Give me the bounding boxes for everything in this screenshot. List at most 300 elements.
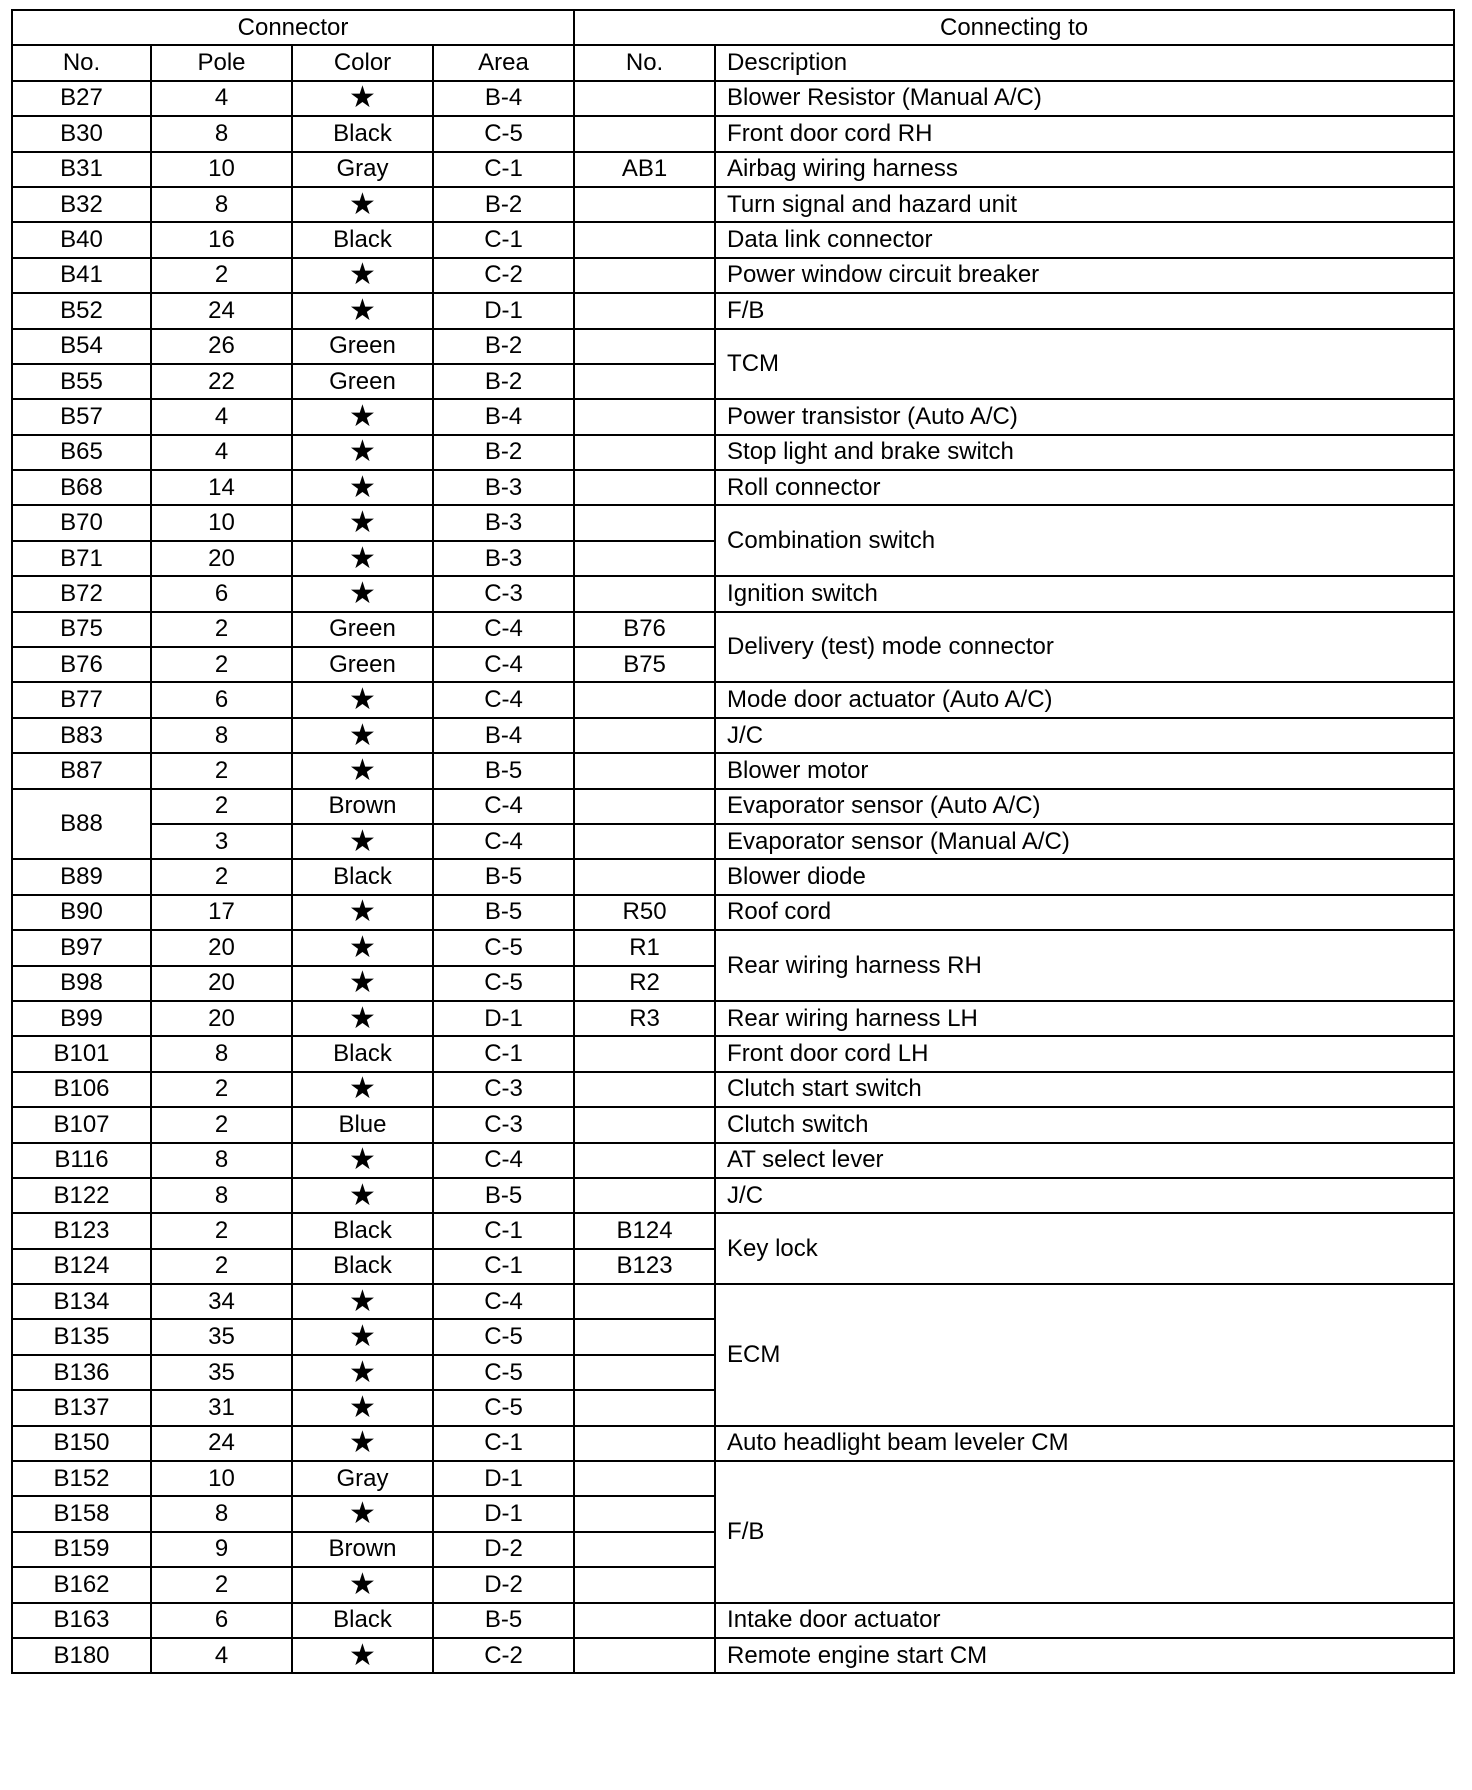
description-cell: Data link connector xyxy=(715,222,1454,257)
connecting-no-cell: R50 xyxy=(574,895,715,930)
pole-cell: 2 xyxy=(151,753,292,788)
connector-no-cell: B122 xyxy=(12,1178,151,1213)
table-row xyxy=(12,1178,1454,1213)
color-cell: Brown xyxy=(292,1532,433,1567)
area-cell: D-1 xyxy=(433,293,574,328)
area-cell: C-2 xyxy=(433,258,574,293)
area-cell: B-5 xyxy=(433,753,574,788)
color-star-icon: ★ xyxy=(292,1567,433,1602)
connector-no-cell: B107 xyxy=(12,1107,151,1142)
color-star-icon: ★ xyxy=(292,1390,433,1425)
description-cell: Key lock xyxy=(715,1213,1454,1284)
color-column-header: Color xyxy=(292,45,433,80)
pole-cell: 6 xyxy=(151,576,292,611)
description-cell: Blower Resistor (Manual A/C) xyxy=(715,81,1454,116)
pole-cell: 8 xyxy=(151,1036,292,1071)
description-cell: TCM xyxy=(715,329,1454,400)
table-row xyxy=(12,258,1454,293)
area-cell: C-4 xyxy=(433,1284,574,1319)
color-cell: Black xyxy=(292,859,433,894)
description-cell: F/B xyxy=(715,1461,1454,1603)
pole-cell: 2 xyxy=(151,1249,292,1284)
table-row xyxy=(12,753,1454,788)
pole-cell: 4 xyxy=(151,1638,292,1673)
connecting-no-cell xyxy=(574,222,715,257)
column-header-row xyxy=(12,45,1454,80)
connector-no-cell: B89 xyxy=(12,859,151,894)
connector-no-cell: B40 xyxy=(12,222,151,257)
color-star-icon: ★ xyxy=(292,1426,433,1461)
color-star-icon: ★ xyxy=(292,1178,433,1213)
table-row xyxy=(12,1461,1454,1496)
table-row xyxy=(12,222,1454,257)
connector-no-cell: B101 xyxy=(12,1036,151,1071)
area-cell: B-3 xyxy=(433,505,574,540)
description-cell: J/C xyxy=(715,718,1454,753)
connecting-no-cell: B76 xyxy=(574,612,715,647)
color-cell: Black xyxy=(292,1249,433,1284)
connector-no-cell: B52 xyxy=(12,293,151,328)
connector-no-cell: B136 xyxy=(12,1355,151,1390)
area-cell: B-3 xyxy=(433,541,574,576)
connecting-no-cell: R3 xyxy=(574,1001,715,1036)
description-cell: Auto headlight beam leveler CM xyxy=(715,1426,1454,1461)
color-cell: Green xyxy=(292,612,433,647)
description-cell: Front door cord LH xyxy=(715,1036,1454,1071)
table-row xyxy=(12,116,1454,151)
connecting-to-group-header: Connecting to xyxy=(574,10,1454,45)
table-row xyxy=(12,1426,1454,1461)
pole-cell: 2 xyxy=(151,1107,292,1142)
connector-no-cell: B162 xyxy=(12,1567,151,1602)
table-row xyxy=(12,859,1454,894)
description-cell: Power transistor (Auto A/C) xyxy=(715,399,1454,434)
description-cell: F/B xyxy=(715,293,1454,328)
connecting-no-cell: AB1 xyxy=(574,152,715,187)
connecting-no-cell xyxy=(574,329,715,364)
connecting-no-cell xyxy=(574,682,715,717)
pole-cell: 2 xyxy=(151,859,292,894)
connector-no-cell: B65 xyxy=(12,435,151,470)
color-star-icon: ★ xyxy=(292,293,433,328)
area-cell: B-5 xyxy=(433,895,574,930)
pole-cell: 20 xyxy=(151,541,292,576)
table-row xyxy=(12,1143,1454,1178)
color-star-icon: ★ xyxy=(292,470,433,505)
pole-column-header: Pole xyxy=(151,45,292,80)
color-star-icon: ★ xyxy=(292,1072,433,1107)
connecting-no-cell: R2 xyxy=(574,966,715,1001)
connector-no-cell: B55 xyxy=(12,364,151,399)
connecting-no-cell xyxy=(574,753,715,788)
pole-cell: 6 xyxy=(151,1603,292,1638)
pole-cell: 8 xyxy=(151,187,292,222)
description-cell: Airbag wiring harness xyxy=(715,152,1454,187)
connecting-no-column-header: No. xyxy=(574,45,715,80)
pole-cell: 8 xyxy=(151,1143,292,1178)
connecting-no-cell xyxy=(574,1143,715,1178)
area-cell: D-1 xyxy=(433,1496,574,1531)
connecting-no-cell: B123 xyxy=(574,1249,715,1284)
color-star-icon: ★ xyxy=(292,187,433,222)
color-cell: Black xyxy=(292,116,433,151)
table-row xyxy=(12,187,1454,222)
description-cell: Delivery (test) mode connector xyxy=(715,612,1454,683)
area-cell: C-5 xyxy=(433,1390,574,1425)
area-cell: C-4 xyxy=(433,824,574,859)
connecting-no-cell xyxy=(574,1284,715,1319)
pole-cell: 4 xyxy=(151,399,292,434)
table-row xyxy=(12,1107,1454,1142)
area-cell: C-3 xyxy=(433,576,574,611)
pole-cell: 17 xyxy=(151,895,292,930)
connector-no-cell: B106 xyxy=(12,1072,151,1107)
table-row xyxy=(12,1072,1454,1107)
pole-cell: 14 xyxy=(151,470,292,505)
connector-no-cell: B163 xyxy=(12,1603,151,1638)
area-cell: C-1 xyxy=(433,1213,574,1248)
pole-cell: 2 xyxy=(151,647,292,682)
area-cell: C-5 xyxy=(433,116,574,151)
area-cell: D-2 xyxy=(433,1532,574,1567)
color-cell: Black xyxy=(292,1603,433,1638)
connecting-no-cell xyxy=(574,1461,715,1496)
connecting-no-cell xyxy=(574,1072,715,1107)
description-cell: Power window circuit breaker xyxy=(715,258,1454,293)
connecting-no-cell xyxy=(574,505,715,540)
description-cell: Turn signal and hazard unit xyxy=(715,187,1454,222)
area-cell: C-4 xyxy=(433,682,574,717)
connector-no-cell: B27 xyxy=(12,81,151,116)
pole-cell: 2 xyxy=(151,1567,292,1602)
area-cell: C-1 xyxy=(433,1036,574,1071)
color-star-icon: ★ xyxy=(292,682,433,717)
connector-no-cell: B159 xyxy=(12,1532,151,1567)
color-star-icon: ★ xyxy=(292,1496,433,1531)
area-cell: B-2 xyxy=(433,435,574,470)
pole-cell: 20 xyxy=(151,966,292,1001)
area-cell: B-5 xyxy=(433,859,574,894)
table-row xyxy=(12,81,1454,116)
description-cell: Clutch switch xyxy=(715,1107,1454,1142)
connecting-no-cell xyxy=(574,824,715,859)
area-cell: B-5 xyxy=(433,1603,574,1638)
color-star-icon: ★ xyxy=(292,1001,433,1036)
connector-no-cell: B87 xyxy=(12,753,151,788)
area-cell: B-4 xyxy=(433,81,574,116)
connecting-no-cell: B75 xyxy=(574,647,715,682)
connecting-no-cell xyxy=(574,1603,715,1638)
area-cell: C-4 xyxy=(433,647,574,682)
pole-cell: 3 xyxy=(151,824,292,859)
color-star-icon: ★ xyxy=(292,435,433,470)
area-cell: D-2 xyxy=(433,1567,574,1602)
table-row xyxy=(12,718,1454,753)
color-cell: Green xyxy=(292,364,433,399)
description-cell: Evaporator sensor (Auto A/C) xyxy=(715,789,1454,824)
connecting-no-cell xyxy=(574,1532,715,1567)
connector-group-header: Connector xyxy=(12,10,574,45)
area-cell: C-3 xyxy=(433,1072,574,1107)
group-header-row xyxy=(12,10,1454,45)
color-star-icon: ★ xyxy=(292,1355,433,1390)
pole-cell: 26 xyxy=(151,329,292,364)
connector-no-cell: B30 xyxy=(12,116,151,151)
table-row xyxy=(12,682,1454,717)
connector-no-cell: B76 xyxy=(12,647,151,682)
connecting-no-cell xyxy=(574,1638,715,1673)
area-cell: C-4 xyxy=(433,789,574,824)
connector-no-cell: B158 xyxy=(12,1496,151,1531)
area-cell: C-5 xyxy=(433,930,574,965)
description-cell: Front door cord RH xyxy=(715,116,1454,151)
pole-cell: 9 xyxy=(151,1532,292,1567)
connector-no-cell: B98 xyxy=(12,966,151,1001)
connecting-no-cell xyxy=(574,1390,715,1425)
pole-cell: 8 xyxy=(151,1496,292,1531)
color-star-icon: ★ xyxy=(292,399,433,434)
area-cell: C-3 xyxy=(433,1107,574,1142)
connecting-no-cell xyxy=(574,470,715,505)
connecting-no-cell xyxy=(574,187,715,222)
table-row xyxy=(12,293,1454,328)
color-cell: Black xyxy=(292,1213,433,1248)
connecting-no-cell: R1 xyxy=(574,930,715,965)
connector-no-cell: B70 xyxy=(12,505,151,540)
pole-cell: 10 xyxy=(151,505,292,540)
color-star-icon: ★ xyxy=(292,718,433,753)
pole-cell: 16 xyxy=(151,222,292,257)
connector-no-cell: B77 xyxy=(12,682,151,717)
connector-no-cell: B31 xyxy=(12,152,151,187)
pole-cell: 10 xyxy=(151,152,292,187)
color-star-icon: ★ xyxy=(292,1284,433,1319)
pole-cell: 8 xyxy=(151,116,292,151)
area-cell: C-1 xyxy=(433,152,574,187)
color-star-icon: ★ xyxy=(292,1143,433,1178)
pole-cell: 22 xyxy=(151,364,292,399)
pole-cell: 6 xyxy=(151,682,292,717)
color-cell: Green xyxy=(292,329,433,364)
connector-no-cell: B75 xyxy=(12,612,151,647)
connecting-no-cell xyxy=(574,1107,715,1142)
color-cell: Blue xyxy=(292,1107,433,1142)
pole-cell: 20 xyxy=(151,1001,292,1036)
connector-no-cell: B54 xyxy=(12,329,151,364)
no-column-header: No. xyxy=(12,45,151,80)
description-cell: AT select lever xyxy=(715,1143,1454,1178)
table-row xyxy=(12,1603,1454,1638)
pole-cell: 2 xyxy=(151,258,292,293)
color-star-icon: ★ xyxy=(292,753,433,788)
connecting-no-cell xyxy=(574,258,715,293)
pole-cell: 20 xyxy=(151,930,292,965)
color-star-icon: ★ xyxy=(292,258,433,293)
connector-no-cell: B137 xyxy=(12,1390,151,1425)
connecting-no-cell xyxy=(574,1426,715,1461)
description-cell: Rear wiring harness RH xyxy=(715,930,1454,1001)
description-cell: Evaporator sensor (Manual A/C) xyxy=(715,824,1454,859)
table-row xyxy=(12,470,1454,505)
description-cell: ECM xyxy=(715,1284,1454,1426)
connector-no-cell: B83 xyxy=(12,718,151,753)
connector-no-cell: B150 xyxy=(12,1426,151,1461)
pole-cell: 4 xyxy=(151,81,292,116)
connector-no-cell: B32 xyxy=(12,187,151,222)
color-star-icon: ★ xyxy=(292,505,433,540)
table-body xyxy=(12,81,1454,1674)
color-star-icon: ★ xyxy=(292,1319,433,1354)
color-star-icon: ★ xyxy=(292,930,433,965)
connector-table xyxy=(11,9,1455,1674)
connecting-no-cell xyxy=(574,859,715,894)
connector-no-cell: B97 xyxy=(12,930,151,965)
pole-cell: 4 xyxy=(151,435,292,470)
area-cell: B-3 xyxy=(433,470,574,505)
connecting-no-cell xyxy=(574,293,715,328)
area-cell: B-2 xyxy=(433,187,574,222)
table-row xyxy=(12,576,1454,611)
connecting-no-cell xyxy=(574,541,715,576)
pole-cell: 35 xyxy=(151,1319,292,1354)
area-cell: C-5 xyxy=(433,1319,574,1354)
connector-no-cell: B57 xyxy=(12,399,151,434)
area-cell: C-4 xyxy=(433,1143,574,1178)
connecting-no-cell xyxy=(574,435,715,470)
description-cell: Blower motor xyxy=(715,753,1454,788)
connecting-no-cell xyxy=(574,576,715,611)
connector-no-cell: B90 xyxy=(12,895,151,930)
connecting-no-cell xyxy=(574,1567,715,1602)
pole-cell: 8 xyxy=(151,718,292,753)
color-cell: Green xyxy=(292,647,433,682)
table-row xyxy=(12,1638,1454,1673)
table-row xyxy=(12,1284,1454,1319)
description-cell: Ignition switch xyxy=(715,576,1454,611)
connector-no-cell: B152 xyxy=(12,1461,151,1496)
table-row xyxy=(12,895,1454,930)
description-cell: J/C xyxy=(715,1178,1454,1213)
area-cell: B-2 xyxy=(433,329,574,364)
connecting-no-cell xyxy=(574,81,715,116)
area-cell: C-5 xyxy=(433,1355,574,1390)
description-cell: Intake door actuator xyxy=(715,1603,1454,1638)
connector-no-cell: B68 xyxy=(12,470,151,505)
description-cell: Stop light and brake switch xyxy=(715,435,1454,470)
area-cell: C-5 xyxy=(433,966,574,1001)
connector-no-cell: B88 xyxy=(12,789,151,860)
table-row xyxy=(12,399,1454,434)
connector-no-cell: B123 xyxy=(12,1213,151,1248)
pole-cell: 34 xyxy=(151,1284,292,1319)
table-row xyxy=(12,789,1454,824)
color-star-icon: ★ xyxy=(292,895,433,930)
table-row xyxy=(12,930,1454,965)
table-row xyxy=(12,329,1454,364)
connector-no-cell: B135 xyxy=(12,1319,151,1354)
connector-no-cell: B180 xyxy=(12,1638,151,1673)
area-cell: B-4 xyxy=(433,399,574,434)
connecting-no-cell xyxy=(574,789,715,824)
description-cell: Mode door actuator (Auto A/C) xyxy=(715,682,1454,717)
color-cell: Gray xyxy=(292,1461,433,1496)
table-row xyxy=(12,435,1454,470)
description-cell: Roof cord xyxy=(715,895,1454,930)
description-cell: Combination switch xyxy=(715,505,1454,576)
description-cell: Clutch start switch xyxy=(715,1072,1454,1107)
color-star-icon: ★ xyxy=(292,576,433,611)
pole-cell: 10 xyxy=(151,1461,292,1496)
connecting-no-cell xyxy=(574,718,715,753)
area-cell: C-1 xyxy=(433,222,574,257)
area-cell: C-4 xyxy=(433,612,574,647)
color-star-icon: ★ xyxy=(292,1638,433,1673)
connecting-no-cell xyxy=(574,1496,715,1531)
area-cell: D-1 xyxy=(433,1461,574,1496)
area-cell: B-5 xyxy=(433,1178,574,1213)
connector-no-cell: B134 xyxy=(12,1284,151,1319)
color-cell: Brown xyxy=(292,789,433,824)
pole-cell: 35 xyxy=(151,1355,292,1390)
pole-cell: 2 xyxy=(151,1072,292,1107)
connecting-no-cell xyxy=(574,364,715,399)
connecting-no-cell xyxy=(574,399,715,434)
connecting-no-cell xyxy=(574,1036,715,1071)
area-cell: D-1 xyxy=(433,1001,574,1036)
table-row xyxy=(12,1001,1454,1036)
color-star-icon: ★ xyxy=(292,81,433,116)
connector-no-cell: B116 xyxy=(12,1143,151,1178)
connecting-no-cell xyxy=(574,116,715,151)
table-row xyxy=(12,1213,1454,1248)
table-row xyxy=(12,824,1454,859)
connector-no-cell: B72 xyxy=(12,576,151,611)
color-star-icon: ★ xyxy=(292,966,433,1001)
table-row xyxy=(12,1036,1454,1071)
area-cell: B-2 xyxy=(433,364,574,399)
pole-cell: 2 xyxy=(151,789,292,824)
table-row xyxy=(12,612,1454,647)
area-cell: C-2 xyxy=(433,1638,574,1673)
pole-cell: 2 xyxy=(151,612,292,647)
table-row xyxy=(12,152,1454,187)
connector-no-cell: B71 xyxy=(12,541,151,576)
area-cell: C-1 xyxy=(433,1249,574,1284)
description-cell: Roll connector xyxy=(715,470,1454,505)
color-cell: Black xyxy=(292,222,433,257)
connecting-no-cell: B124 xyxy=(574,1213,715,1248)
table-row xyxy=(12,505,1454,540)
pole-cell: 24 xyxy=(151,1426,292,1461)
color-star-icon: ★ xyxy=(292,824,433,859)
area-cell: B-4 xyxy=(433,718,574,753)
connecting-no-cell xyxy=(574,1178,715,1213)
description-cell: Rear wiring harness LH xyxy=(715,1001,1454,1036)
connector-no-cell: B99 xyxy=(12,1001,151,1036)
area-cell: C-1 xyxy=(433,1426,574,1461)
pole-cell: 2 xyxy=(151,1213,292,1248)
color-cell: Black xyxy=(292,1036,433,1071)
description-cell: Remote engine start CM xyxy=(715,1638,1454,1673)
color-star-icon: ★ xyxy=(292,541,433,576)
description-column-header: Description xyxy=(715,45,1454,80)
area-column-header: Area xyxy=(433,45,574,80)
connector-no-cell: B41 xyxy=(12,258,151,293)
color-cell: Gray xyxy=(292,152,433,187)
pole-cell: 24 xyxy=(151,293,292,328)
pole-cell: 8 xyxy=(151,1178,292,1213)
connecting-no-cell xyxy=(574,1355,715,1390)
